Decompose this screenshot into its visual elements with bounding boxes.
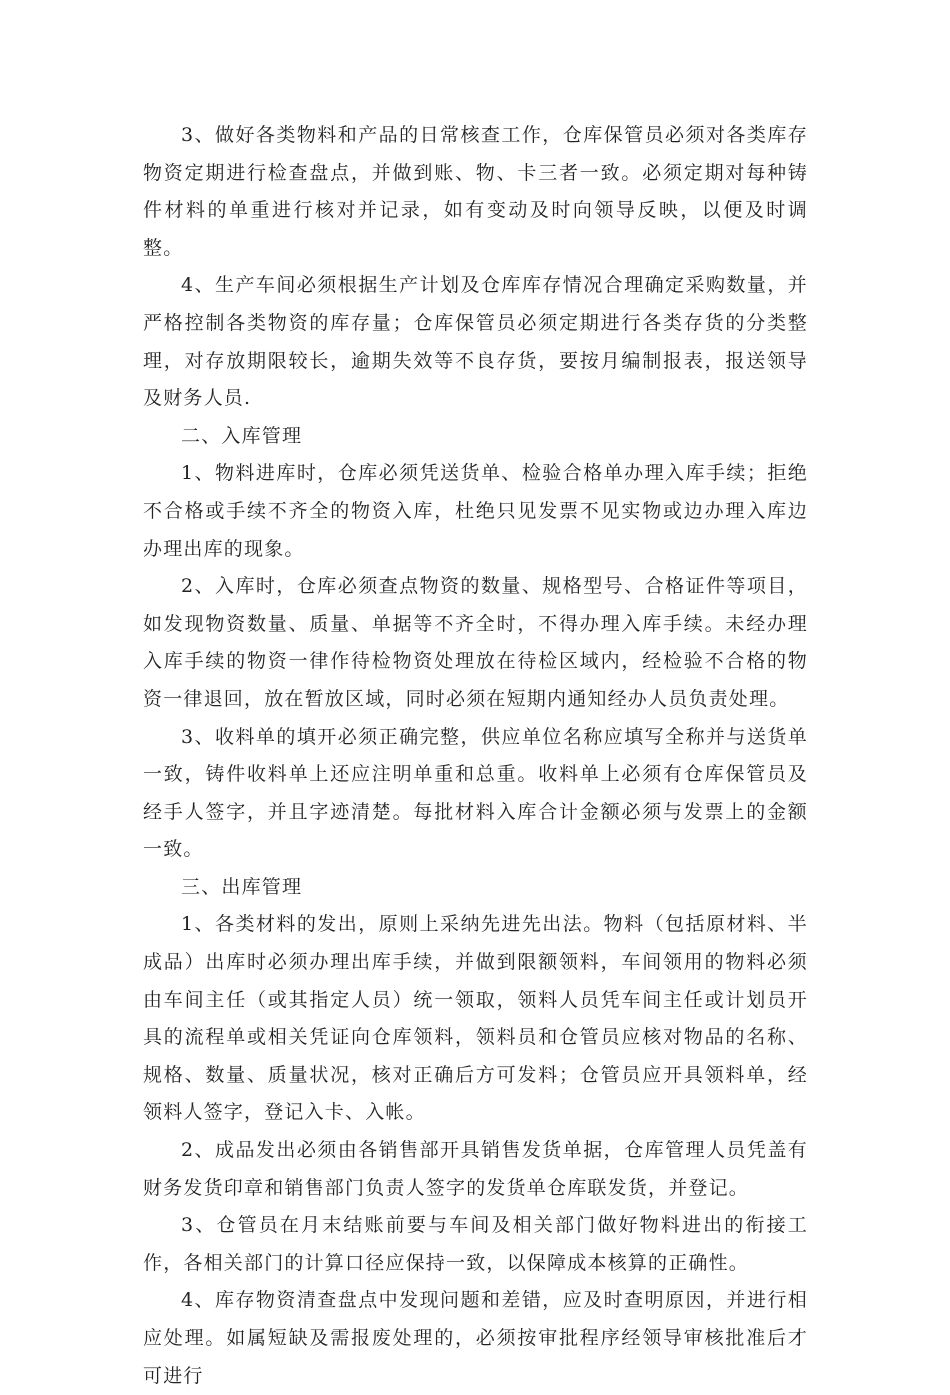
- paragraph-outbound-1: 1、各类材料的发出，原则上采纳先进先出法。物料（包括原材料、半成品）出库时必须办理出库手续，并做到限额领料，车间领用的物料必须由车间主任（或其指定人员）统一领取，领料人员凭车间主任或计划员开具的流程单或相关凭证向仓库领料，领料员和仓管员应核对物品的名称、规格、数量、质量状况，核对正确后方可发料；仓管员应开具领料单，经领料人签字，登记入卡、入帐。: [143, 913, 808, 1124]
- section-heading-outbound: 三、出库管理: [181, 875, 303, 898]
- paragraph-outbound-2: 2、成品发出必须由各销售部开具销售发货单据，仓库管理人员凭盖有财务发货印章和销售部门负责人签字的发货单仓库联发货，并登记。: [143, 1139, 808, 1199]
- paragraph-outbound-3: 3、仓管员在月末结账前要与车间及相关部门做好物料进出的衔接工作，各相关部门的计算口径应保持一致，以保障成本核算的正确性。: [143, 1214, 808, 1274]
- paragraph-inbound-3: 3、收料单的填开必须正确完整，供应单位名称应填写全称并与送货单一致，铸件收料单上还应注明单重和总重。收料单上必须有仓库保管员及经手人签字，并且字迹清楚。每批材料入库合计金额必须与发票上的金额一致。: [143, 725, 808, 861]
- document-body: [143, 117, 808, 1395]
- section-heading-inbound: 二、入库管理: [181, 424, 303, 447]
- paragraph-outbound-4: 4、库存物资清查盘点中发现问题和差错，应及时查明原因，并进行相应处理。如属短缺及需报废处理的，必须按审批程序经领导审核批准后才可进行: [143, 1289, 808, 1387]
- paragraph-inventory-check: 3、做好各类物料和产品的日常核查工作，仓库保管员必须对各类库存物资定期进行检查盘点，并做到账、物、卡三者一致。必须定期对每种铸件材料的单重进行核对并记录，如有变动及时向领导反映，以便及时调整。: [143, 124, 808, 259]
- paragraph-inbound-2: 2、入库时，仓库必须查点物资的数量、规格型号、合格证件等项目，如发现物资数量、质量、单据等不齐全时，不得办理入库手续。未经办理入库手续的物资一律作待检物资处理放在待检区域内，经检验不合格的物资一律退回，放在暂放区域，同时必须在短期内通知经办人员负责处理。: [143, 575, 808, 710]
- paragraph-inbound-1: 1、物料进库时，仓库必须凭送货单、检验合格单办理入库手续；拒绝不合格或手续不齐全的物资入库，杜绝只见发票不见实物或边办理入库边办理出库的现象。: [143, 462, 808, 560]
- paragraph-stock-control: 4、生产车间必须根据生产计划及仓库库存情况合理确定采购数量，并严格控制各类物资的库存量；仓库保管员必须定期进行各类存货的分类整理，对存放期限较长，逾期失效等不良存货，要按月编制报表，报送领导及财务人员.: [143, 274, 808, 410]
